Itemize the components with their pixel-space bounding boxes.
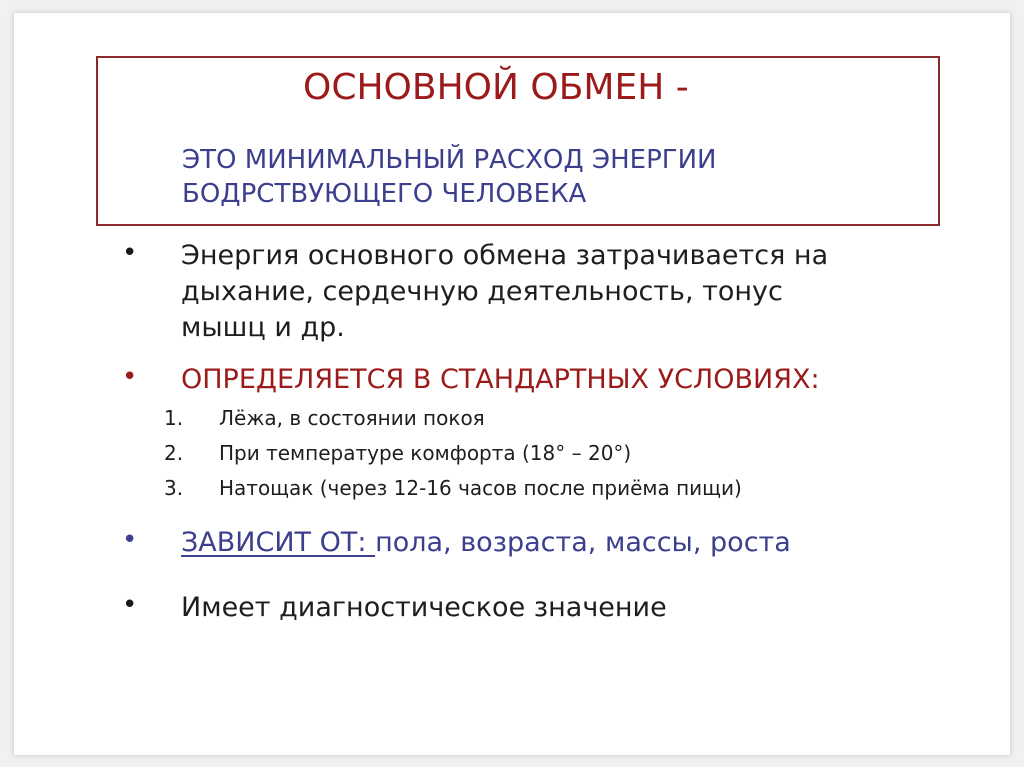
bullet-depends-on (181, 525, 791, 561)
bullet-diagnostic-value: Имеет диагностическое значение (181, 592, 667, 623)
bullet-marker: • (122, 238, 138, 268)
condition-number: 1. (164, 406, 184, 430)
definition-line-1: ЭТО МИНИМАЛЬНЫЙ РАСХОД ЭНЕРГИИ (182, 145, 717, 175)
condition-text: Лёжа, в состоянии покоя (219, 406, 485, 430)
condition-number: 3. (164, 476, 184, 500)
depends-on-factors: пола, возраста, массы, роста (375, 527, 791, 558)
condition-item-1 (164, 406, 485, 430)
slide-title: ОСНОВНОЙ ОБМЕН - (303, 67, 689, 108)
bullet-energy-use-line-2: дыхание, сердечную деятельность, тонус (181, 276, 783, 307)
condition-number: 2. (164, 441, 184, 465)
bullet-marker: • (122, 362, 138, 392)
bullet-energy-use-line-1: Энергия основного обмена затрачивается на (181, 240, 829, 271)
condition-text: Натощак (через 12-16 часов после приёма пищи) (219, 476, 742, 500)
definition-line-2: БОДРСТВУЮЩЕГО ЧЕЛОВЕКА (182, 179, 587, 209)
bullet-energy-use (181, 238, 828, 346)
condition-text: При температуре комфорта (18° – 20°) (219, 441, 632, 465)
bullet-standard-conditions: ОПРЕДЕЛЯЕТСЯ В СТАНДАРТНЫХ УСЛОВИЯХ: (181, 364, 820, 395)
definition-text (182, 143, 717, 211)
bullet-marker: • (122, 525, 138, 555)
depends-on-label: ЗАВИСИТ ОТ: (181, 527, 376, 558)
condition-item-3 (164, 476, 742, 500)
bullet-energy-use-line-3: мышц и др. (181, 312, 345, 343)
condition-item-2 (164, 441, 631, 465)
bullet-marker: • (122, 590, 138, 620)
